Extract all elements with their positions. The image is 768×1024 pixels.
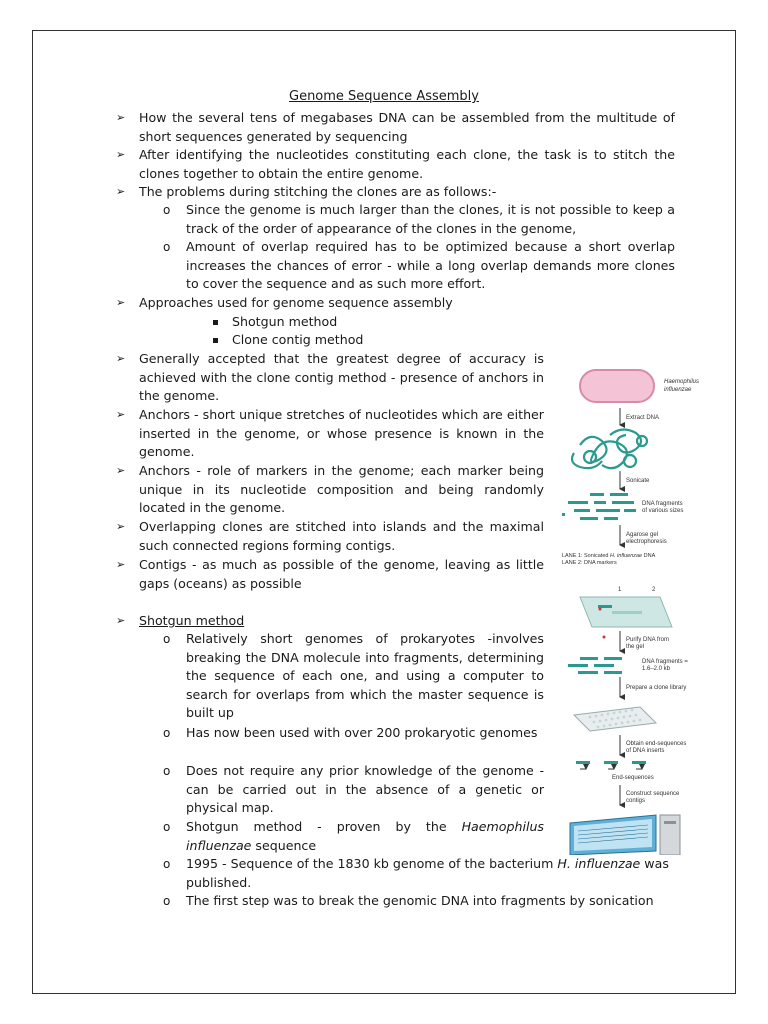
circle-bullet-icon: o bbox=[163, 203, 171, 217]
purify-label-2: the gel bbox=[626, 644, 645, 650]
bullet-text: How the several tens of megabases DNA can be assembled from the multitude of short sequences generated by sequencing bbox=[139, 110, 675, 144]
circle-bullet-icon: o bbox=[163, 820, 171, 834]
endseq-label-2: of DNA inserts bbox=[626, 748, 665, 754]
fragments-label-2: of various sizes bbox=[642, 508, 684, 514]
shotgun-text: Relatively short genomes of prokaryotes -involves breaking the DNA molecule into fragments, determining the sequence of each one, and using a computer to search for overlaps from which the master sequence is built up bbox=[186, 631, 544, 720]
arrow-bullet-icon: ➢ bbox=[116, 558, 126, 571]
bullet-text: Generally accepted that the greatest degree of accuracy is achieved with the clone contig method - presence of anchors in the genome. bbox=[139, 351, 544, 403]
bullet-text: Anchors - short unique stretches of nucleotides which are either inserted in the genome, or whose presence is known in the genome. bbox=[139, 407, 544, 459]
shotgun-text: Does not require any prior knowledge of the genome - can be carried out in the absence of a genetic or physical map. bbox=[186, 763, 544, 815]
circle-bullet-icon: o bbox=[163, 894, 171, 908]
problem-text: Since the genome is much larger than the clones, it is not possible to keep a track of the order of appearance of the clones in the genome, bbox=[186, 202, 675, 236]
lane1-label: LANE 1: Sonicated H. influenzae DNA bbox=[562, 553, 656, 559]
arrow-bullet-icon: ➢ bbox=[116, 464, 126, 477]
circle-bullet-icon: o bbox=[163, 764, 171, 778]
bacterium-cell bbox=[580, 370, 654, 402]
sonicate-label: Sonicate bbox=[626, 478, 650, 484]
arrow-bullet-icon: ➢ bbox=[116, 408, 126, 421]
gel-label-1: Agarose gel bbox=[626, 532, 659, 538]
library-label: Prepare a clone library bbox=[626, 685, 687, 691]
shotgun-text: Shotgun method - proven by the Haemophilus influenzae sequence bbox=[186, 819, 544, 853]
arrow-bullet-icon: ➢ bbox=[116, 296, 126, 309]
bullet-text: Overlapping clones are stitched into islands and the maximal such connected regions forming contigs. bbox=[139, 519, 544, 553]
dna-fragments bbox=[562, 493, 636, 520]
purify-label-1: Purify DNA from bbox=[626, 637, 670, 643]
extract-label: Extract DNA bbox=[626, 415, 660, 421]
microplate bbox=[574, 707, 656, 731]
dna-tangle bbox=[572, 429, 647, 468]
organism-label-1: Haemophilus bbox=[664, 379, 700, 385]
fragments2-label-1: DNA fragments = bbox=[642, 659, 688, 665]
bullet-text: The problems during stitching the clones are as follows:- bbox=[139, 184, 497, 199]
bullet-text: After identifying the nucleotides constituting each clone, the task is to stitch the clones together to obtain the entire genome. bbox=[139, 147, 675, 181]
bullet-text: Approaches used for genome sequence assembly bbox=[139, 295, 453, 310]
page-title: Genome Sequence Assembly bbox=[289, 89, 479, 104]
end-sequences bbox=[576, 761, 646, 769]
purified-fragments bbox=[568, 657, 622, 674]
gel-label-2: electrophoresis bbox=[626, 539, 667, 545]
lane-number-2: 2 bbox=[652, 587, 656, 593]
lane2-label: LANE 2: DNA markers bbox=[562, 560, 617, 566]
endseq-caption: End-sequences bbox=[612, 775, 654, 781]
approach-item: Shotgun method bbox=[232, 314, 338, 329]
bullet-text: Anchors - role of markers in the genome; each marker being unique in its nucleotide composition and being randomly located in the genome. bbox=[139, 463, 544, 515]
problem-text: Amount of overlap required has to be optimized because a short overlap increases the chances of error - while a long overlap demands more clones to cover the sequence and as such more effort. bbox=[186, 239, 675, 291]
bullet-text: Contigs - as much as possible of the genome, leaving as little gaps (oceans) as possible bbox=[139, 557, 544, 591]
contig-label-1: Construct sequence bbox=[626, 791, 680, 797]
shotgun-text: The first step was to break the genomic DNA into fragments by sonication bbox=[186, 893, 654, 908]
lane-number-1: 1 bbox=[618, 587, 622, 593]
shotgun-text: 1995 - Sequence of the 1830 kb genome of the bacterium H. influenzae was published. bbox=[186, 856, 669, 890]
circle-bullet-icon: o bbox=[163, 240, 171, 254]
square-bullet-icon bbox=[213, 320, 218, 325]
shotgun-text: Has now been used with over 200 prokaryotic genomes bbox=[186, 725, 538, 740]
arrow-bullet-icon: ➢ bbox=[116, 185, 126, 198]
section-heading: Shotgun method bbox=[139, 613, 245, 628]
computer-icon bbox=[570, 815, 680, 855]
approach-item: Clone contig method bbox=[232, 332, 364, 347]
arrow-bullet-icon: ➢ bbox=[116, 614, 126, 627]
arrow-bullet-icon: ➢ bbox=[116, 520, 126, 533]
circle-bullet-icon: o bbox=[163, 632, 171, 646]
organism-label-2: influenzae bbox=[664, 387, 692, 393]
fragments-label-1: DNA fragments bbox=[642, 501, 683, 507]
arrow-bullet-icon: ➢ bbox=[116, 111, 126, 124]
arrow-bullet-icon: ➢ bbox=[116, 148, 126, 161]
circle-bullet-icon: o bbox=[163, 857, 171, 871]
square-bullet-icon bbox=[213, 338, 218, 343]
arrow-bullet-icon: ➢ bbox=[116, 352, 126, 365]
shotgun-workflow-figure bbox=[560, 365, 700, 855]
circle-bullet-icon: o bbox=[163, 726, 171, 740]
endseq-label-1: Obtain end-sequences bbox=[626, 741, 687, 747]
contig-label-2: contigs bbox=[626, 798, 646, 804]
fragments2-label-2: 1.6–2.0 kb bbox=[642, 666, 671, 672]
